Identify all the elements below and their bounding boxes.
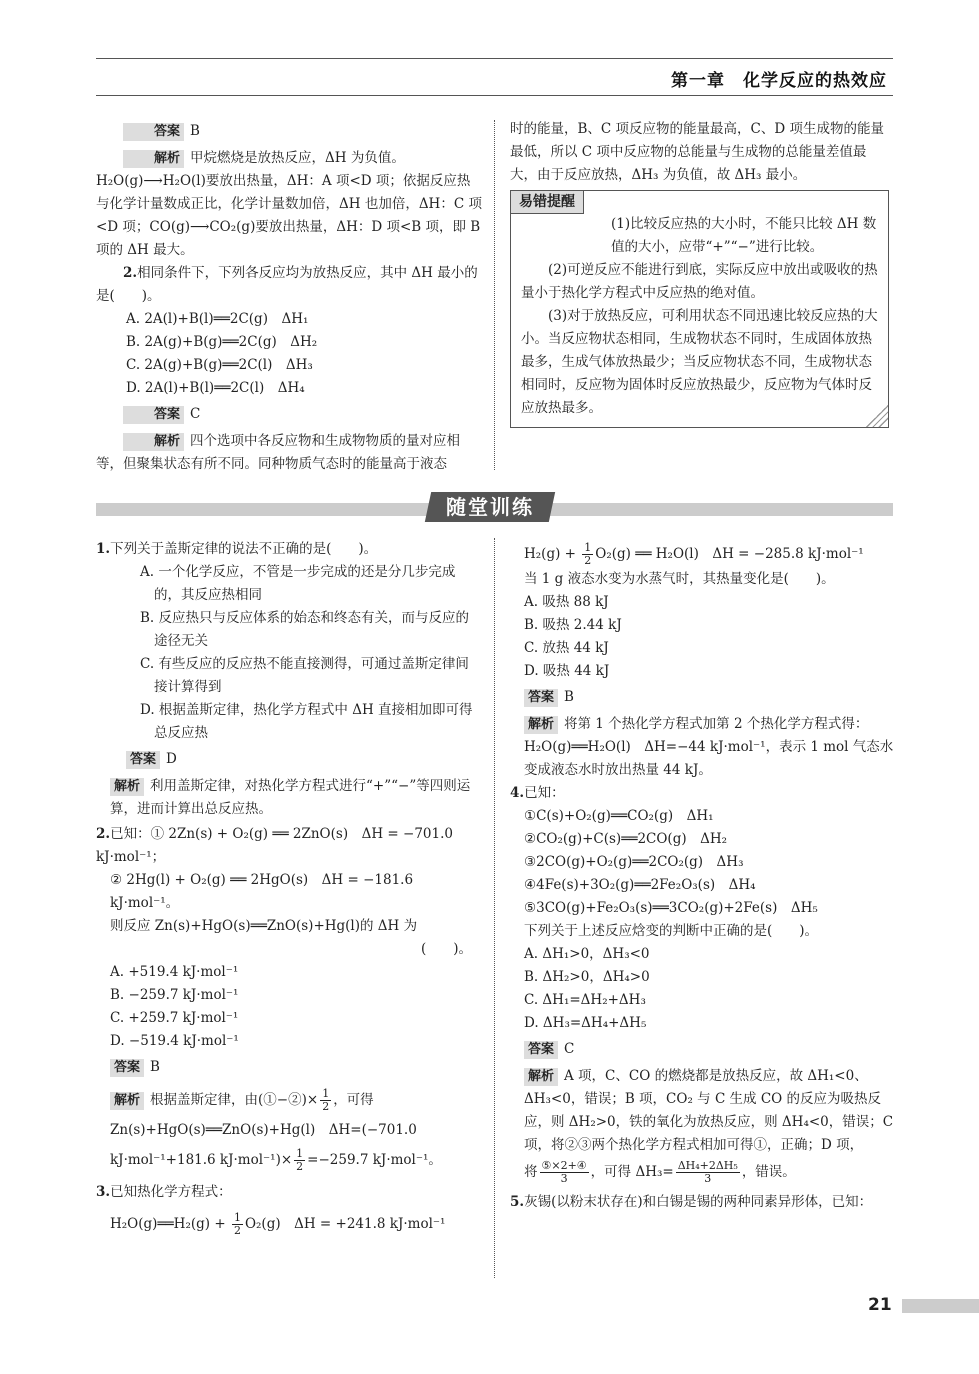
explanation-text: 将 xyxy=(524,1164,538,1180)
explanation-text: 甲烷燃烧是放热反应，ΔH 为负值。H₂O(g)⟶H₂O(l)要放出热量，ΔH：A 项<D 项；依据反应热与化学计量数成正比，化学计量数加倍，ΔH 也加倍，ΔH：C 项<D 项；CO(g)⟶CO₂(g)要放出热量，ΔH：D 项<B 项，即 B 项的 ΔH 最大。 xyxy=(96,150,482,258)
answer-tag: 答案 xyxy=(123,406,184,424)
answer-value: B xyxy=(150,1059,160,1075)
option: D. 根据盖斯定律，热化学方程式中 ΔH 直接相加即可得总反应热 xyxy=(140,702,473,741)
option: C. ΔH₁=ΔH₂+ΔH₃ xyxy=(524,992,646,1008)
explanation-tag: 解析 xyxy=(524,1068,558,1086)
fraction: $\frac{1}{2}$ xyxy=(296,1147,304,1173)
equation-line: ③2CO(g)+O₂(g)══2CO₂(g) ΔH₃ xyxy=(524,854,744,870)
warning-item: (1)比较反应热的大小时，不能只比较 ΔH 数值的大小，应带“+”“−”进行比较。 xyxy=(611,216,877,255)
option: A. ΔH₁>0，ΔH₃<0 xyxy=(524,946,650,962)
explanation-text: ，可得 Zn(s)+HgO(s)══ZnO(s)+Hg(l) ΔH=(−701.0 kJ·mol⁻¹+181.6 kJ·mol⁻¹)× xyxy=(110,1092,417,1168)
equation-line: ①C(s)+O₂(g)══CO₂(g) ΔH₁ xyxy=(524,808,714,824)
question-number: 2. xyxy=(96,826,111,842)
question-number: 1. xyxy=(96,541,111,557)
question-stem: 下列关于盖斯定律的说法不正确的是( )。 xyxy=(110,541,378,557)
equation-line: H₂O(g)══H₂(g) + xyxy=(110,1216,230,1232)
answer-tag: 答案 xyxy=(524,1041,558,1059)
column-divider xyxy=(494,538,495,1278)
option: C. 2A(g)+B(g)══2C(l) ΔH₃ xyxy=(126,357,313,373)
fraction: $\frac{1}{2}$ xyxy=(584,541,592,567)
explanation-text: A 项，C、CO 的燃烧都是放热反应，故 ΔH₁<0、ΔH₃<0，错误；B 项，CO₂ 与 C 生成 CO 的反应为吸热反应，则 ΔH₂>0，铁的氧化为放热反应，则 ΔH₄<0，错误；C 项，将②③两个热化学方程式相加可得①，正确；D 项， xyxy=(524,1068,894,1153)
answer-value: C xyxy=(190,406,201,422)
question-stem: 灰锡(以粉末状存在)和白锡是锡的两种同素异形体，已知： xyxy=(524,1194,873,1210)
question-stem: 下列关于上述反应焓变的判断中正确的是( )。 xyxy=(524,923,819,939)
equation-line: 已知：① 2Zn(s) + O₂(g) ══ 2ZnO(s) ΔH = −701.0 kJ·mol⁻¹； xyxy=(96,826,453,865)
option: A. 吸热 88 kJ xyxy=(524,594,609,610)
warning-item: (2)可逆反应不能进行到底，实际反应中放出或吸收的热量小于热化学方程式中反应热的绝对值。 xyxy=(521,262,878,301)
explanation-text: 将第 1 个热化学方程式加第 2 个热化学方程式得：H₂O(g)══H₂O(l) ΔH=−44 kJ·mol⁻¹，表示 1 mol 气态水变成液态水时放出热量 44 kJ。 xyxy=(524,716,894,778)
option: B. ΔH₂>0，ΔH₄>0 xyxy=(524,969,650,985)
option: C. 有些反应的反应热不能直接测得，可通过盖斯定律间接计算得到 xyxy=(140,656,469,695)
question-stem: 相同条件下，下列各反应均为放热反应，其中 ΔH 最小的是( )。 xyxy=(96,265,478,304)
fraction: $\frac{\text{⑤×2+④}}{3}$ xyxy=(541,1159,587,1185)
bottom-left-column xyxy=(96,538,482,1238)
option: B. 反应热只与反应体系的始态和终态有关，而与反应的途径无关 xyxy=(140,610,470,649)
explanation-text: 根据盖斯定律，由(①−②)× xyxy=(150,1092,319,1108)
explanation-tag: 解析 xyxy=(524,716,558,734)
chapter-title: 第一章 化学反应的热效应 xyxy=(671,71,887,91)
explanation-text: ，可得 ΔH₃= xyxy=(590,1164,674,1180)
explanation-text: 利用盖斯定律，对热化学方程式进行“+”“−”等四则运算，进而计算出总反应热。 xyxy=(110,778,471,817)
answer-value: C xyxy=(564,1041,575,1057)
answer-tag: 答案 xyxy=(123,123,184,141)
question-number: 5. xyxy=(510,1194,525,1210)
option: A. 一个化学反应，不管是一步完成的还是分几步完成的，其反应热相同 xyxy=(140,564,456,603)
explanation-text: ，错误。 xyxy=(741,1164,796,1180)
fraction: $\frac{1}{2}$ xyxy=(233,1211,241,1237)
common-error-box xyxy=(510,190,889,428)
question-number: 4. xyxy=(510,785,525,801)
top-right-column xyxy=(510,118,890,187)
equation-line: ④4Fe(s)+3O₂(g)══2Fe₂O₃(s) ΔH₄ xyxy=(524,877,756,893)
warning-item: (3)对于放热反应，可利用状态不同迅速比较反应热的大小。当反应物状态相同，生成物状态不同时，生成固体放热最多，生成气体放热最少；当反应物状态不同，生成物状态相同时，反应物为固体时反应放热最少，反应物为气体时反应放热最多。 xyxy=(521,308,878,416)
bottom-right-column xyxy=(510,540,894,1214)
question-number: 3. xyxy=(96,1184,111,1200)
question-stem: 已知： xyxy=(524,785,565,801)
fraction: $\frac{\text{ΔH₄+2ΔH₅}}{3}$ xyxy=(677,1159,738,1185)
explanation-tag: 解析 xyxy=(123,150,184,168)
equation-line: ② 2Hg(l) + O₂(g) ══ 2HgO(s) ΔH = −181.6 kJ·mol⁻¹。 xyxy=(110,872,414,911)
header-top-rule xyxy=(96,58,893,59)
option: C. 放热 44 kJ xyxy=(524,640,609,656)
explanation-text: 四个选项中各反应物和生成物物质的量对应相等，但聚集状态有所不同。同种物质气态时的能量高于液态 xyxy=(96,433,461,472)
equation-line: ⑤3CO(g)+Fe₂O₃(s)══3CO₂(g)+2Fe(s) ΔH₅ xyxy=(524,900,818,916)
explanation-tag: 解析 xyxy=(110,1092,144,1110)
equation-line: ②CO₂(g)+C(s)══2CO(g) ΔH₂ xyxy=(524,831,728,847)
header-bottom-rule xyxy=(96,95,893,96)
answer-value: D xyxy=(166,751,177,767)
top-left-column xyxy=(96,120,482,476)
page-number-bar xyxy=(902,1299,979,1313)
explanation-text: =−259.7 kJ·mol⁻¹。 xyxy=(307,1152,442,1168)
equation-line: O₂(g) ΔH = +241.8 kJ·mol⁻¹ xyxy=(244,1216,446,1232)
option: D. 吸热 44 kJ xyxy=(524,663,610,679)
equation-line: O₂(g) ══ H₂O(l) ΔH = −285.8 kJ·mol⁻¹ xyxy=(595,546,864,562)
question-number: 2. xyxy=(123,265,138,281)
question-stem: 已知热化学方程式： xyxy=(110,1184,232,1200)
option: B. 2A(g)+B(g)══2C(g) ΔH₂ xyxy=(126,334,318,350)
answer-tag: 答案 xyxy=(110,1059,144,1077)
corner-decoration xyxy=(866,405,888,427)
option: B. −259.7 kJ·mol⁻¹ xyxy=(110,987,239,1003)
option: D. ΔH₃=ΔH₄+ΔH₅ xyxy=(524,1015,647,1031)
option: A. 2A(l)+B(l)══2C(g) ΔH₁ xyxy=(126,311,309,327)
fraction: $\frac{1}{2}$ xyxy=(322,1087,330,1113)
question-stem: 则反应 Zn(s)+HgO(s)══ZnO(s)+Hg(l)的 ΔH 为 xyxy=(110,918,418,934)
answer-value: B xyxy=(190,123,200,139)
option: C. +259.7 kJ·mol⁻¹ xyxy=(110,1010,239,1026)
explanation-continuation: 时的能量，B、C 项反应物的能量最高，C、D 项生成物的能量最低，所以 C 项中反应物的总能量与生成物的总能量差值最大，由于反应放热，ΔH₃ 为负值，故 ΔH₃ 最小。 xyxy=(510,121,884,183)
page-number: 21 xyxy=(868,1295,892,1315)
option: D. 2A(l)+B(l)══2C(l) ΔH₄ xyxy=(126,380,305,396)
explanation-tag: 解析 xyxy=(123,433,184,451)
answer-value: B xyxy=(564,689,574,705)
section-title: 随堂训练 xyxy=(425,492,555,522)
question-stem: 当 1 g 液态水变为水蒸气时，其热量变化是( )。 xyxy=(524,571,835,587)
option: B. 吸热 2.44 kJ xyxy=(524,617,622,633)
explanation-tag: 解析 xyxy=(110,778,144,796)
answer-tag: 答案 xyxy=(524,689,558,707)
column-divider xyxy=(494,120,495,470)
answer-tag: 答案 xyxy=(126,751,160,769)
answer-blank: ( )。 xyxy=(420,941,472,957)
option: A. +519.4 kJ·mol⁻¹ xyxy=(110,964,239,980)
common-error-label: 易错提醒 xyxy=(510,190,584,214)
equation-line: H₂(g) + xyxy=(524,546,581,562)
option: D. −519.4 kJ·mol⁻¹ xyxy=(110,1033,239,1049)
